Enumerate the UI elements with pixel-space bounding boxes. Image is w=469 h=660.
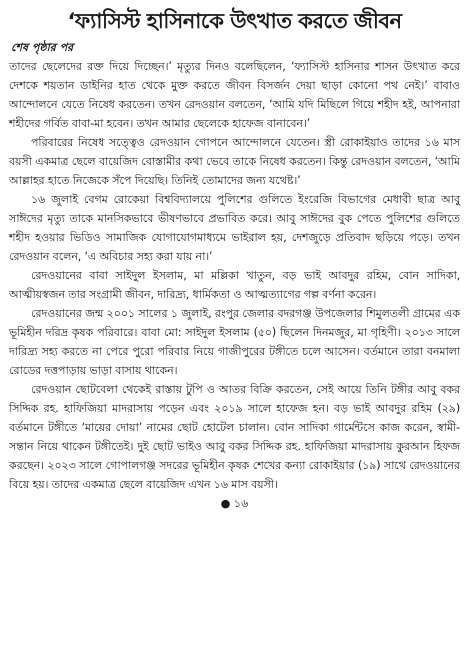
page-continue-marker: ● ১৬ [220, 497, 249, 510]
article-paragraph: ১৬ জুলাই বেগম রোকেয়া বিশ্ববিদ্যালয়ে পুলিশের গুলিতে ইংরেজি বিভাগের মেধাবী ছাত্র আবু সাঈদের মৃত্যু তাকে মানসিকভাবে ভীষণভাবে প্রভাবিত করে। আবু সাঈদের বুক পেতে পুলিশের গুলিতে শহীদ হওয়ার ভিডিও সামাজিক যোগাযোগমাধ্যমে ভাইরাল হয়, দেশজুড়ে প্রতিবাদ ছড়িয়ে পড়ে। তখন রেদওয়ান বলেন, ‘এ অবিচার সহ্য করা যায় না।’ [9, 193, 460, 263]
continued-from-label: শেষ পৃষ্ঠার পর [11, 41, 74, 54]
article-paragraph: রেদওয়ান ছোটবেলা থেকেই রাস্তায় টুপি ও আতর বিক্রি করতেন, সেই আয়ে তিনি টঙ্গীর আবু বকর সিদ্দিক রহ. হাফিজিয়া মাদরাসায় পড়েন এবং ২০১৯ সালে হাফেজ হন। বড় ভাই আবদুর রহিম (২৯) বর্তমানে টঙ্গীতে ‘মায়ের দোয়া’ নামের ছোট হোটেল চালান। বোন সাদিকা গার্মেন্টসে কাজ করেন, স্বামী-সন্তান নিয়ে থাকেন টঙ্গীতেই। দুই ছোট ভাইও আবু বকর সিদ্দিক রহ. হাফিজিয়া মাদরাসায় কুরআন হিফজ করছেন। ২০২৩ সালে গোপালগঞ্জ সদরের ভূমিহীন কৃষক শেখের কন্যা রোকাইয়ার (১৯) সাথে রেদওয়ানের বিয়ে হয়। তাদের একমাত্র ছেলে বায়েজিদ এখন ১৬ মাস বয়সী। [9, 383, 460, 491]
article-paragraph: রেদওয়ানের জন্ম ২০০১ সালের ১ জুলাই, রংপুর জেলার বদরগঞ্জ উপজেলার শিমুলতলী গ্রামের এক ভূমিহীন দরিদ্র কৃষক পরিবারে। বাবা মো: সাইদুল ইসলাম (৫০) ছিলেন দিনমজুর, মা গৃহিণী। ২০১৩ সালে দারিদ্র্য সহ্য করতে না পেরে পুরো পরিবার নিয়ে গাজীপুরের টঙ্গীতে চলে আসেন। বর্তমানে তারা বনমালা রোডের দত্তপাড়ায় ভাড়া বাসায় থাকেন। [9, 307, 460, 377]
headline: ‘ফ্যাসিস্ট হাসিনাকে উৎখাত করতে জীবন [67, 9, 402, 33]
article-paragraph: পরিবারের নিষেধ সত্ত্বেও রেদওয়ান গোপনে আন্দোলনে যেতেন। স্ত্রী রোকাইয়াও তাদের ১৬ মাস বয়সী একমাত্র ছেলে বায়েজিদ বোস্তামীর কথা ভেবে তাকে নিষেধ করতেন। কিন্তু রেদওয়ান বলতেন, ‘আমি আল্লাহর হাতে নিজেকে সঁপে দিয়েছি। তিনিই তোমাদের জন্য যথেষ্ট।’ [9, 136, 460, 187]
article-paragraph: রেদওয়ানের বাবা সাইদুল ইসলাম, মা মল্লিকা খাতুন, বড় ভাই আবদুর রহিম, বোন সাদিকা, আত্মীয়স্বজন তার সংগ্রামী জীবন, দারিদ্র্য, ধার্মিকতা ও আত্মত্যাগের গল্প বর্ণনা করেন। [9, 269, 460, 301]
article-paragraph: তাদের ছেলেদের রক্ত দিয়ে দিচ্ছেন।’ মৃত্যুর দিনও বলেছিলেন, ‘ফ্যাসিস্ট হাসিনার শাসন উৎখাত করে দেশকে শয়তান ডাইনির হাত থেকে মুক্ত করতে জীবন বিসর্জন দেয়া ছাড়া কোনো পথ নেই।’ বাবাও আন্দোলনে যেতে নিষেধ করতেন। তখন রেদওয়ান বলতেন, ‘আমি যদি মিছিলে গিয়ে শহীদ হই, আপনারা শহীদের গর্বিত বাবা-মা হবেন। তখন আমার ছেলেকে হাফেজ বানাবেন।’ [9, 60, 460, 130]
